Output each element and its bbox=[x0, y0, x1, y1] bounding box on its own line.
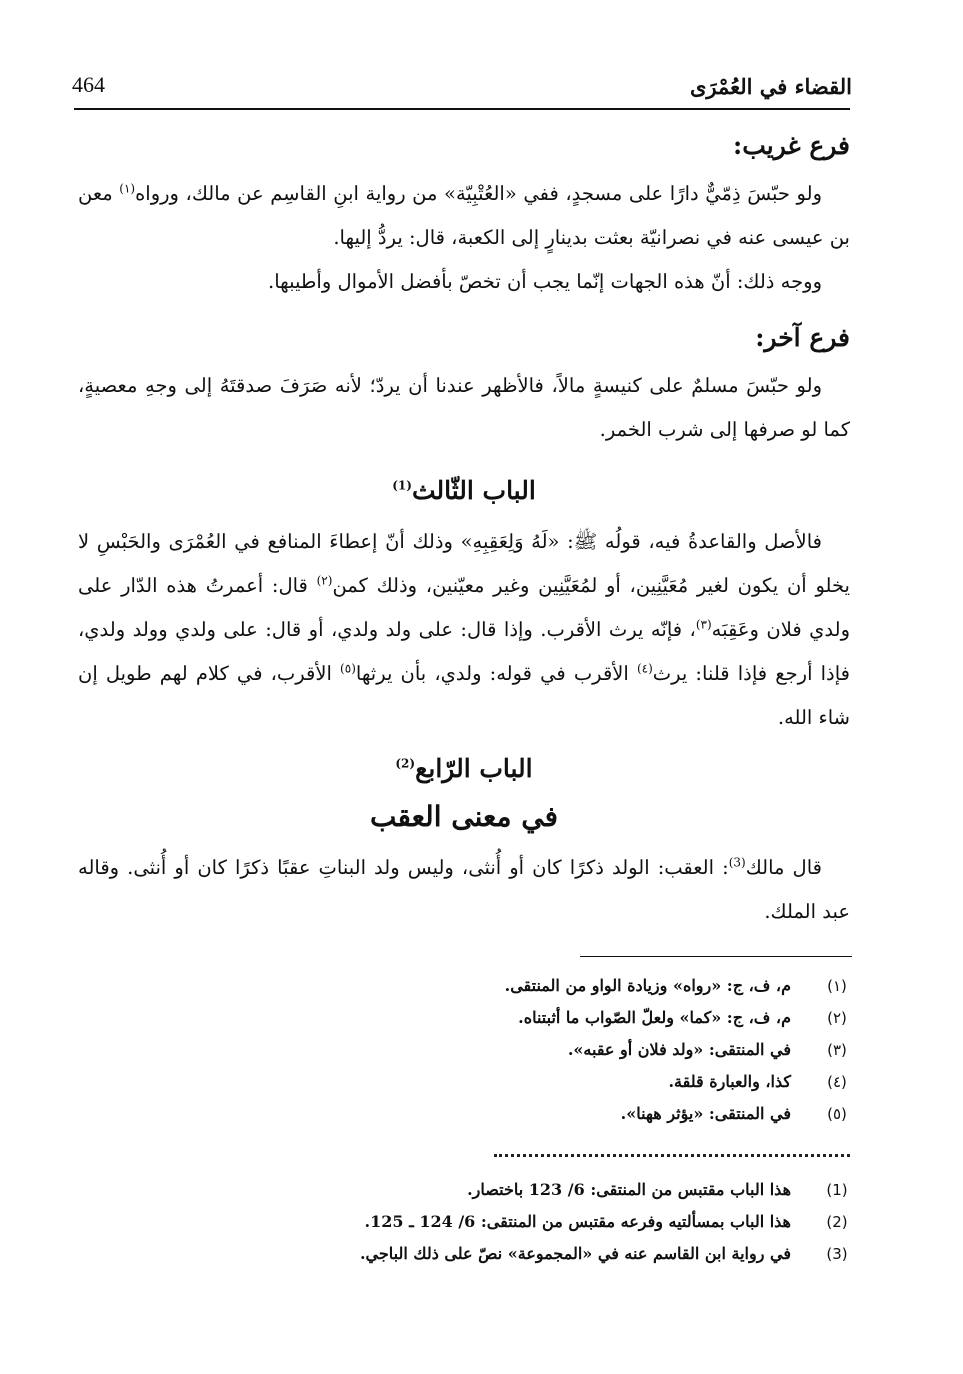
paragraph-text: فالأصل والقاعدةُ فيه، قولُه ﷺ: «لَهُ وَلِعَقِبِهِ» وذلك أنّ إعطاءَ المنافع في العُمْرَى والحَبْسِ لا يخلو أن يكون لغير مُعَيَّنِين، أو لمُعَيَّنِين وغير معيّنين، وذلك كمن bbox=[78, 530, 850, 597]
chapter-title-text: الباب الرّابع bbox=[415, 754, 533, 783]
section-heading: فرع غريب: bbox=[733, 131, 850, 160]
chapter-subtitle: في معنى العقب bbox=[370, 800, 558, 833]
paragraph-text: قال: أعمرتُ هذه الدّار على ولدي فلان وعَقِبَه bbox=[78, 574, 850, 641]
paragraph-text: الأقرب في قوله: ولدي، بأن يرثها bbox=[355, 662, 637, 685]
footnote-text: في المنتقى: «ولد فلان أو عقبه». bbox=[567, 1040, 791, 1059]
chapter-body bbox=[78, 846, 850, 934]
chapter-title bbox=[78, 476, 850, 505]
footnote bbox=[353, 1034, 853, 1066]
footnote-marker: (٣) bbox=[695, 617, 712, 632]
footnote-text: كذا، والعبارة قلقة. bbox=[668, 1072, 791, 1091]
running-title: القضاء في العُمْرَى bbox=[689, 74, 852, 99]
footnote-text: هذا الباب بمسألتيه وفرعه مقتبس من المنتقى: 6/ 124 ـ 125. bbox=[364, 1212, 791, 1231]
footnote-marker: (2) bbox=[395, 756, 416, 771]
footnote-number: (٢) bbox=[827, 1009, 847, 1027]
footnote bbox=[353, 1098, 853, 1130]
header-rule bbox=[74, 108, 850, 110]
paragraph bbox=[78, 520, 850, 740]
section-heading: فرع آخر: bbox=[755, 323, 850, 352]
section-farʿ-akhar bbox=[78, 320, 850, 452]
footnote-marker: (٤) bbox=[636, 661, 653, 676]
paragraph-text: قال مالك bbox=[745, 856, 822, 879]
source-footnotes bbox=[353, 1174, 853, 1270]
footnote-text: م، ف، ج: «رواه» وزيادة الواو من المنتقى. bbox=[504, 976, 791, 995]
chapter-title-text: الباب الثّالث bbox=[411, 476, 536, 505]
chapter-body bbox=[78, 520, 850, 740]
paragraph bbox=[78, 846, 850, 934]
paragraph: ووجه ذلك: أنّ هذه الجهات إنّما يجب أن تخصّ بأفضل الأموال وأطيبها. bbox=[268, 270, 822, 293]
footnote-number: (٥) bbox=[827, 1105, 847, 1123]
footnote-number: (٣) bbox=[827, 1041, 847, 1059]
footnote-number: (3) bbox=[826, 1245, 848, 1263]
footnote-number: (٤) bbox=[827, 1073, 847, 1091]
page-header bbox=[72, 72, 852, 106]
footnote-marker: (١) bbox=[119, 181, 136, 196]
footnote-separator-dotted bbox=[494, 1154, 850, 1157]
paragraph bbox=[78, 172, 850, 260]
footnote bbox=[353, 1238, 853, 1270]
paragraph: ولو حبّسَ مسلمٌ على كنيسةٍ مالاً، فالأظهر عندنا أن يردّ؛ لأنه صَرَفَ صدقتَهُ إلى وجهِ معصيةٍ، كما لو صرفها إلى شرب الخمر. bbox=[78, 374, 850, 441]
footnote bbox=[353, 1066, 853, 1098]
footnote-number: (2) bbox=[826, 1213, 848, 1231]
footnote bbox=[353, 1002, 853, 1034]
editor-footnotes bbox=[353, 970, 853, 1130]
footnote-marker: (٢) bbox=[316, 573, 333, 588]
paragraph-text: : العقب: الولد ذكرًا كان أو أُنثى، وليس ولد البناتِ عقبًا ذكرًا كان أو أُنثى. وقاله عبد الملك. bbox=[78, 856, 850, 923]
footnote-marker: (٥) bbox=[340, 661, 356, 676]
paragraph-text: ، فإنّه يرث الأقرب. وإذا قال: على ولد ولدي، أو قال: على ولدي وولد ولدي، فإذا أرجع فإذا قلنا: يرث bbox=[78, 618, 850, 685]
footnote-rule bbox=[580, 956, 852, 957]
section-farʿ-gharib bbox=[78, 128, 850, 304]
footnote-text: في المنتقى: «يؤثر ههنا». bbox=[620, 1104, 791, 1123]
footnote-number: (1) bbox=[826, 1181, 848, 1199]
paragraph-text: معن بن عيسى عنه في نصرانيّة بعثت بدينارٍ إلى الكعبة، قال: يردُّ إليها. bbox=[78, 182, 850, 249]
footnote-number: (١) bbox=[827, 977, 847, 995]
footnote-marker: (3) bbox=[728, 855, 746, 870]
paragraph-text: ولو حبّسَ ذِمّيٌّ دارًا على مسجدٍ، ففي «العُتْبِيّة» من رواية ابنِ القاسِم عن مالك، ورواه bbox=[135, 182, 822, 205]
footnote-marker: (1) bbox=[392, 478, 412, 493]
footnote-text: م، ف، ج: «كما» ولعلّ الصّواب ما أثبتناه. bbox=[518, 1008, 791, 1027]
footnote bbox=[353, 1206, 853, 1238]
footnote-text: هذا الباب مقتبس من المنتقى: 6/ 123 باختصار. bbox=[467, 1180, 791, 1199]
paragraph-text: الأقرب، في كلام لهم طويل إن شاء الله. bbox=[78, 662, 850, 729]
footnote-text: في رواية ابن القاسم عنه في «المجموعة» نصّ على ذلك الباجي. bbox=[359, 1244, 791, 1263]
footnote bbox=[353, 1174, 853, 1206]
footnote bbox=[353, 970, 853, 1002]
chapter-title bbox=[78, 754, 850, 783]
page-number: 464 bbox=[72, 72, 105, 97]
